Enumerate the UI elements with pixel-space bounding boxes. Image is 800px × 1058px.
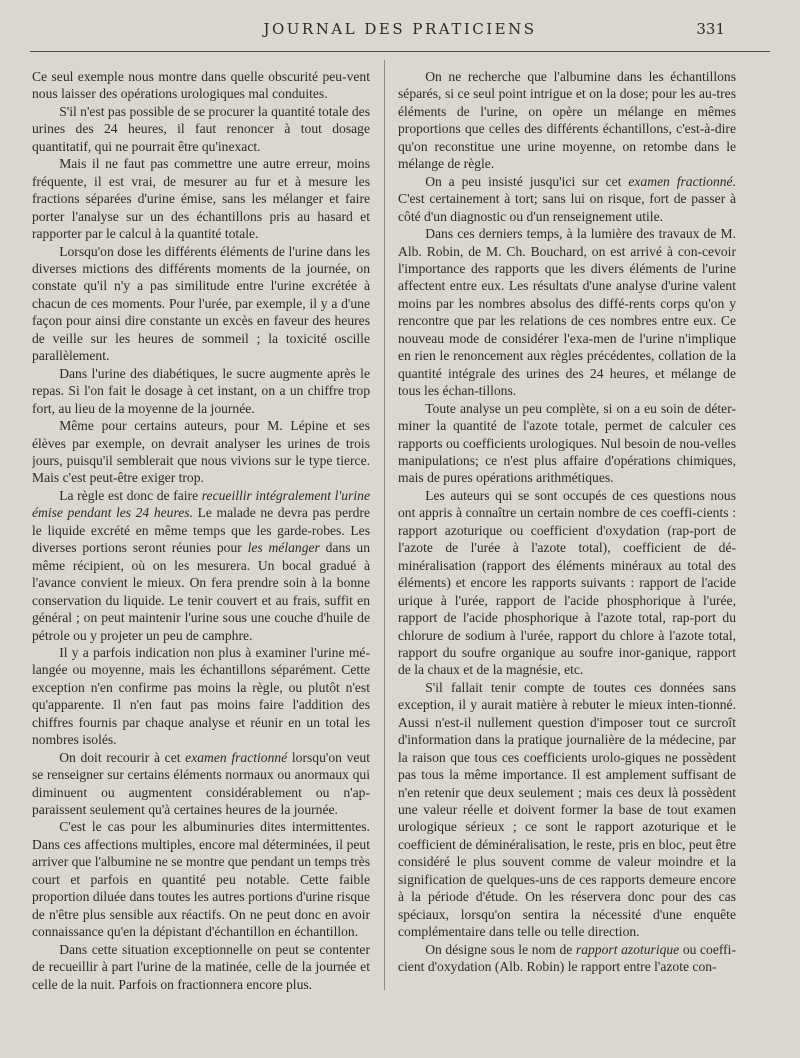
right-column bbox=[398, 68, 736, 998]
left-column bbox=[32, 68, 370, 998]
paragraph: S'il n'est pas possible de se procurer la quantité totale des urines des 24 heures, il faut renoncer à tout dosage quantitatif, qui ne pourrait être qu'inexact. bbox=[32, 103, 370, 154]
paragraph bbox=[32, 487, 370, 644]
paragraph: Lorsqu'on dose les différents éléments de l'urine dans les diverses mictions des différents moments de la journée, on constate qu'il n'y a pas similitude entre l'urine excrétée à chacun de ces moments. Pour l'urée, par exemple, il y a d'une façon pour ainsi dire constante un excès en faveur des heures de veille sur les heures de sommeil ; la toxicité oscille parallèlement. bbox=[32, 243, 370, 364]
paragraph: On ne recherche que l'albumine dans les échantillons séparés, si ce seul point intrigue et on la dose; pour les au-tres éléments de l'urine, on opère un mélange en mêmes proportions que celles des différents échantillons, c'est-à-dire qu'on reconstitue une urine moyenne, on retombe dans le mélange de règle. bbox=[398, 69, 736, 172]
paragraph: Ce seul exemple nous montre dans quelle obscurité peu-vent nous laisser des opérations urologiques mal conduites. bbox=[32, 69, 370, 102]
paragraph: C'est le cas pour les albuminuries dites intermittentes. Dans ces affections multiples, encore mal déterminées, il peut arriver que l'albumine ne se montre que pendant un temps très court et parfois en quantité peu notable. Cette faible proportion diluée dans toutes les autres portions d'urine risque de n'être plus sensible aux réactifs. On ne peut donc en avoir connaissance qu'en la dépistant d'échantillon en échantillon. bbox=[32, 819, 370, 940]
italic-run: recueillir intégralement l'urine émise pendant les 24 heures. bbox=[32, 487, 370, 521]
paragraph bbox=[398, 173, 736, 225]
text-run: lorsqu'on veut se renseigner sur certains éléments normaux ou anormaux qui diminuent ou augmentent considérablement ou n'ap-paraissent seulement qu'à certaines heures de la journée. bbox=[32, 749, 370, 818]
text-run: La règle est donc de faire bbox=[59, 487, 202, 503]
paragraph: S'il fallait tenir compte de toutes ces données sans exception, il y aurait matière à rebuter le mieux inten-tionné. Aussi n'est-il nullement question d'imposer tout ce surcroît d'information dans la pratique journalière de la médecine, par la raison que tous ces coefficients urolo-giques ne possèdent pas tous la même importance. Il est amplement suffisant de n'en retenir que deux seulement ; mais ces deux là possèdent une valeur réelle et doivent former la base de tout examen urologique sérieux ; ce sont le rapport azoturique et le coefficient de déminéralisation, le reste, pris en bloc, peut être considéré le plus souvent comme de valeur moindre et la signification de quelques-uns de ces rapports demeure encore à la période d'étude. On les réservera donc pour des cas spéciaux, lorsqu'on sentira la nécessité d'une enquête complémentaire dans telle ou telle direction. bbox=[398, 679, 736, 940]
header-rule bbox=[30, 51, 770, 52]
text-run: Le malade ne devra pas perdre le liquide excrété en même temps que les garde-robes. Les diverses portions seront réunies pour bbox=[32, 505, 370, 556]
text-run: On a peu insisté jusqu'ici sur cet bbox=[425, 173, 629, 189]
text-run: On doit recourir à cet bbox=[59, 749, 186, 765]
paragraph: Dans l'urine des diabétiques, le sucre augmente après le repas. Si l'on fait le dosage à cet instant, on a un chiffre trop fort, au lieu de la moyenne de la journée. bbox=[32, 365, 370, 416]
paragraph: Toute analyse un peu complète, si on a eu soin de déter-miner la quantité de l'azote totale, permet de calculer ces rapports ou coefficients urologiques. Nul besoin de nou-velles manipulations; ce n'est plus affaire d'opérations chimiques, mais de pures opérations arithmétiques. bbox=[398, 400, 736, 486]
paragraph: Mais il ne faut pas commettre une autre erreur, moins fréquente, il est vrai, de mesurer au fur et à mesure les fractions séparées d'urine émise, sans les mélanger et faire porter l'analyse sur un des échantillons pris au hasard et rapporter par le calcul à la quantité totale. bbox=[32, 156, 370, 242]
text-run: C'est certainement à tort; sans lui on risque, fort de passer à côté d'un diagnostic ou d'un renseignement utile. bbox=[398, 191, 736, 224]
italic-run: les mélanger bbox=[247, 540, 320, 556]
italic-run: examen fractionné. bbox=[628, 173, 736, 189]
paragraph: Il y a parfois indication non plus à examiner l'urine mé-langée ou moyenne, mais les échantillons séparément. Cette exception n'en confirme pas moins la règle, ou plutôt n'est qu'apparente. Il n'en faut pas moins faire l'addition des chiffres fournis par chaque analyse et réunir en un total les nombres isolés. bbox=[32, 644, 370, 748]
paragraph bbox=[32, 749, 370, 819]
italic-run: examen fractionné bbox=[185, 749, 288, 765]
text-run: ou coeffi-cient d'oxydation (Alb. Robin) le rapport entre l'azote con- bbox=[398, 941, 736, 975]
paragraph: Même pour certains auteurs, pour M. Lépine et ses élèves par exemple, on devrait analyser les urines de trois jours, puisqu'il semblerait que nous vivions sur le type tierce. Mais c'est peut-être exiger trop. bbox=[32, 418, 370, 486]
running-title: JOURNAL DES PRATICIENS bbox=[263, 20, 537, 38]
column-divider bbox=[384, 60, 385, 990]
italic-run: rapport azoturique bbox=[575, 941, 680, 957]
text-run: dans un même récipient, où on les mesurera. Un bocal gradué à l'avance convient le mieux. On fera prendre soin à la bonne conservation du liquide. Le tenir couvert et au frais, suffit en général ; on peut maintenir l'urine sous une couche d'huile de pétrole ou y projeter un peu de camphre. bbox=[32, 540, 370, 643]
page-header bbox=[0, 18, 800, 44]
text-run: On désigne sous le nom de bbox=[425, 941, 576, 957]
paragraph: Les auteurs qui se sont occupés de ces questions nous ont appris à connaître un certain nombre de ces coeffi-cients : rapport azoturique ou coefficient d'oxydation (rap-port de l'azote de l'urée à l'azote total), coefficient de dé-minéralisation (rapport des éléments minéraux au total des éléments) et encore les rapports suivants : rapport de l'acide urique à l'urée, rapport de l'acide phosphorique à l'urée, rapport de l'acide phosphorique à l'azote total, rap-port du chlorure de sodium à l'urée, rapport du chlore à l'azote total, rapport du soufre organique au soufre inor-ganique, rapport de la chaux et de la magnésie, etc. bbox=[398, 487, 736, 678]
paragraph: Dans ces derniers temps, à la lumière des travaux de M. Alb. Robin, de M. Ch. Bouchard, on est arrivé à con-cevoir l'importance des rapports que les divers éléments de l'urine affectent entre eux. Les résultats d'une analyse d'urine valent moins par les nombres absolus des diffé-rents corps qu'on y rencontre que par les relations de ces nombres entre eux. Ce nouveau mode de considérer l'exa-men de l'urine n'implique en rien le renoncement aux règles précédentes, collation de la quantité intégrale des urines des 24 heures, et mélange de tous les échan-tillons. bbox=[398, 226, 736, 399]
paragraph: Dans cette situation exceptionnelle on peut se contenter de recueillir à part l'urine de la matinée, celle de la journée et celle de la nuit. Parfois on fractionnera encore plus. bbox=[32, 941, 370, 992]
paragraph bbox=[398, 941, 736, 976]
page-number: 331 bbox=[696, 20, 725, 38]
